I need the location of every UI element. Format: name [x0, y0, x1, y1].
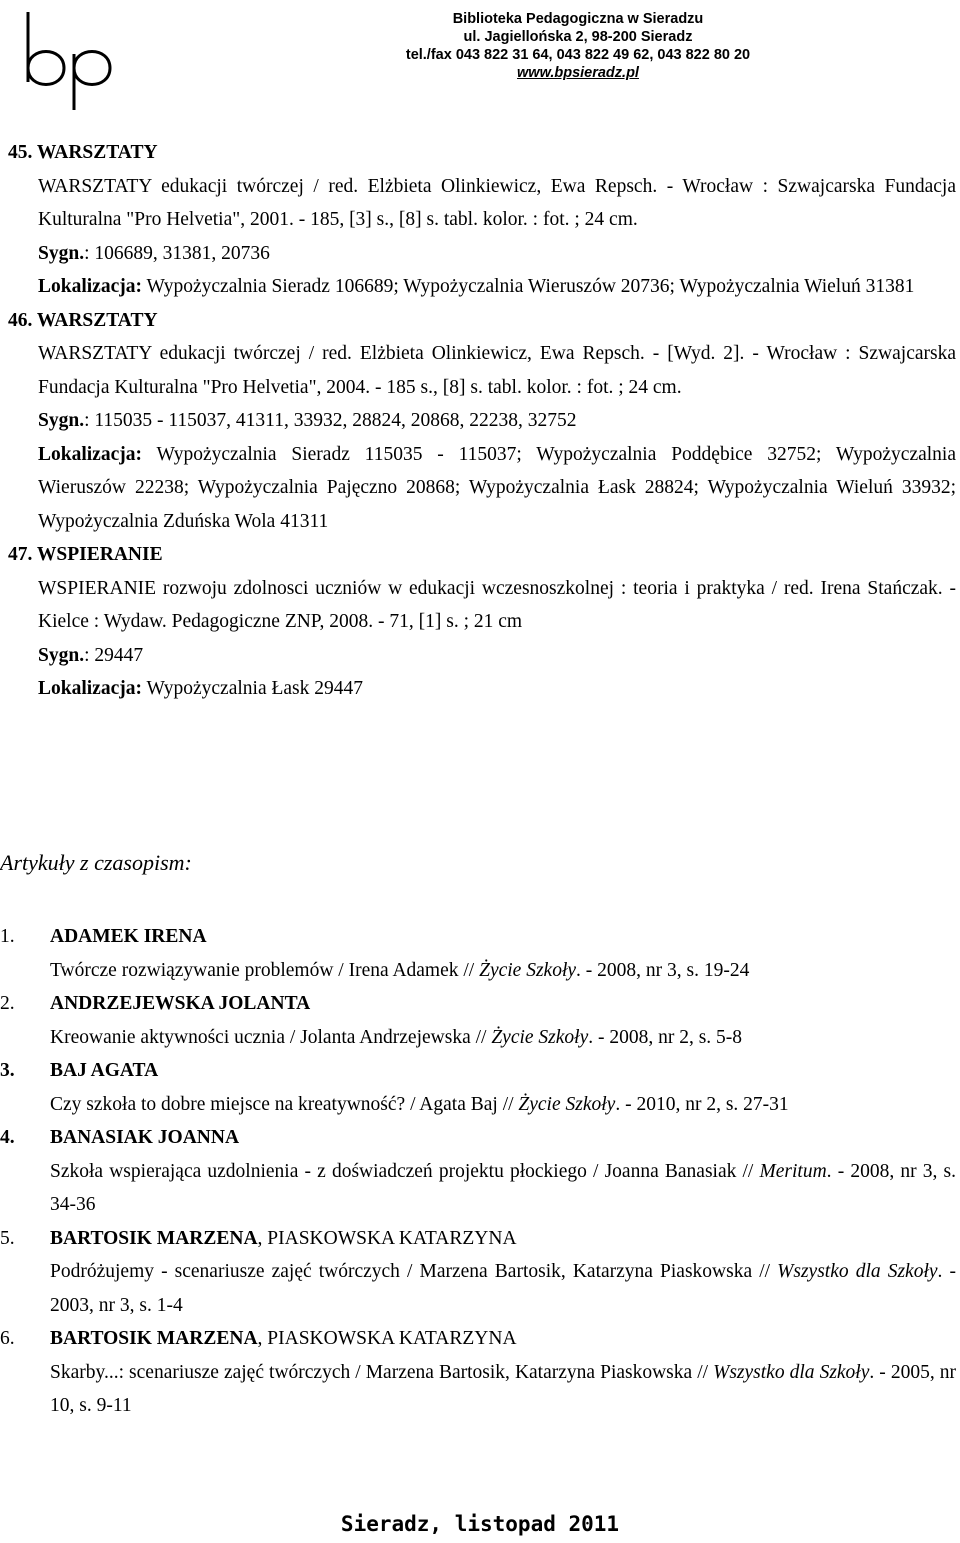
article-item — [0, 1322, 956, 1423]
article-item — [0, 987, 956, 1054]
article-number: 4. — [0, 1127, 15, 1148]
journal-name: Życie Szkoły — [518, 1093, 616, 1115]
location-value: Wypożyczalnia Sieradz 115035 - 115037; Wypożyczalnia Poddębice 32752; Wypożyczalnia Wieruszów 22238; Wypożyczalnia Pajęczno 20868; Wypożyczalnia Łask 28824; Wypożyczalnia Wieluń 33932; Wypożyczalnia Zduńska Wola 41311 — [38, 443, 956, 532]
sygn-value: : 29447 — [84, 644, 144, 666]
journal-name: Meritum — [759, 1160, 827, 1182]
journal-name: Wszystko dla Szkoły — [777, 1261, 938, 1282]
location-value: Wypożyczalnia Łask 29447 — [141, 678, 364, 699]
article-description — [0, 1155, 956, 1222]
article-title: Kreowanie aktywności ucznia / Jolanta Andrzejewska // — [50, 1026, 492, 1048]
journal-name: Życie Szkoły — [479, 959, 577, 981]
location-label: Lokalizacja: — [38, 276, 142, 297]
article-number: 2. — [0, 993, 15, 1014]
article-title: Czy szkoła to dobre miejsce na kreatywność? / Agata Baj // — [50, 1093, 519, 1115]
article-description — [0, 1255, 956, 1322]
article-number: 3. — [0, 1060, 15, 1081]
article-title: Twórcze rozwiązywanie problemów / Irena Adamek // — [50, 959, 480, 981]
author-co: , PIASKOWSKA KATARZYNA — [257, 1328, 517, 1349]
article-author — [0, 1322, 956, 1356]
catalog-entry — [8, 136, 956, 304]
article-author — [0, 1222, 956, 1256]
author-main: BANASIAK JOANNA — [50, 1127, 240, 1148]
author-main: BAJ AGATA — [50, 1060, 159, 1081]
article-author — [0, 1054, 956, 1088]
article-item — [0, 1054, 956, 1121]
journal-name: Wszystko dla Szkoły — [713, 1361, 870, 1383]
sygn-label: Sygn. — [38, 242, 85, 264]
entry-signature — [8, 237, 956, 271]
entry-heading: 47. WSPIERANIE — [8, 544, 163, 565]
catalog-entry — [8, 538, 956, 706]
article-number: 1. — [0, 926, 15, 947]
author-main: ADAMEK IRENA — [50, 926, 207, 947]
article-title: Skarby...: scenariusze zajęć twórczych / Marzena Bartosik, Katarzyna Piaskowska // — [50, 1361, 714, 1383]
article-item — [0, 920, 956, 987]
author-main: BARTOSIK MARZENA — [50, 1227, 258, 1249]
library-header — [196, 10, 960, 82]
author-co: , PIASKOWSKA KATARZYNA — [257, 1227, 517, 1249]
catalog-entries — [8, 136, 956, 706]
article-issue: . - 2008, nr 3, s. 19-24 — [576, 959, 750, 981]
sygn-value: : 115035 - 115037, 41311, 33932, 28824, 20868, 22238, 32752 — [84, 410, 577, 431]
article-issue: . - 2008, nr 2, s. 5-8 — [588, 1026, 743, 1048]
article-list — [0, 920, 956, 1423]
author-main: ANDRZEJEWSKA JOLANTA — [50, 993, 311, 1014]
library-address: ul. Jagiellońska 2, 98-200 Sieradz — [463, 29, 693, 45]
article-description — [0, 1088, 956, 1122]
footer-place-date: Sieradz, listopad 2011 — [340, 1512, 620, 1536]
journal-name: Życie Szkoły — [491, 1026, 589, 1048]
article-title: Szkoła wspierająca uzdolnienia - z doświadczeń projektu płockiego / Joanna Banasiak // — [50, 1160, 760, 1182]
location-value: Wypożyczalnia Sieradz 106689; Wypożyczalnia Wieruszów 20736; Wypożyczalnia Wieluń 31381 — [141, 276, 915, 297]
article-issue: . - 2010, nr 2, s. 27-31 — [615, 1093, 789, 1115]
entry-location — [8, 270, 956, 304]
catalog-entry — [8, 304, 956, 539]
article-description — [0, 1356, 956, 1423]
article-number: 5. — [0, 1227, 15, 1249]
location-label: Lokalizacja: — [38, 443, 142, 465]
entry-location — [8, 438, 956, 539]
entry-description: WARSZTATY edukacji twórczej / red. Elżbieta Olinkiewicz, Ewa Repsch. - Wrocław : Szwajcarska Fundacja Kulturalna "Pro Helvetia", 2001. - 185, [3] s., [8] s. tabl. kolor. : fot. ; 24 cm. — [38, 175, 956, 230]
article-item — [0, 1222, 956, 1323]
article-description — [0, 1021, 956, 1055]
article-author — [0, 920, 956, 954]
article-author — [0, 987, 956, 1021]
article-issue: . - 2005, nr 10, s. 9-11 — [50, 1361, 956, 1416]
author-main: BARTOSIK MARZENA — [50, 1328, 258, 1349]
article-issue: . - 2003, nr 3, s. 1-4 — [50, 1261, 957, 1316]
library-logo — [20, 8, 120, 113]
entry-location — [8, 672, 956, 706]
article-issue: . - 2008, nr 3, s. 34-36 — [50, 1160, 957, 1215]
section-title: Artykuły z czasopism: — [0, 850, 192, 875]
entry-signature — [8, 404, 956, 438]
location-label: Lokalizacja: — [38, 678, 142, 699]
sygn-label: Sygn. — [38, 644, 85, 666]
library-name: Biblioteka Pedagogiczna w Sieradzu — [452, 11, 704, 27]
article-description — [0, 954, 956, 988]
article-item — [0, 1121, 956, 1222]
library-website-link[interactable]: www.bpsieradz.pl — [517, 65, 639, 81]
sygn-label: Sygn. — [38, 410, 85, 431]
library-phone: tel./fax 043 822 31 64, 043 822 49 62, 043 822 80 20 — [405, 47, 751, 63]
article-title: Podróżujemy - scenariusze zajęć twórczych / Marzena Bartosik, Katarzyna Piaskowska // — [50, 1261, 778, 1282]
entry-signature — [8, 639, 956, 673]
entry-heading: 45. WARSZTATY — [8, 142, 158, 163]
entry-description: WARSZTATY edukacji twórczej / red. Elżbieta Olinkiewicz, Ewa Repsch. - [Wyd. 2]. - Wrocław : Szwajcarska Fundacja Kulturalna "Pro Helvetia", 2004. - 185 s., [8] s. tabl. kolor. : fot. ; 24 cm. — [38, 343, 956, 398]
article-number: 6. — [0, 1328, 15, 1349]
entry-description: WSPIERANIE rozwoju zdolnosci uczniów w edukacji wczesnoszkolnej : teoria i praktyka / red. Irena Stańczak. - Kielce : Wydaw. Pedagogiczne ZNP, 2008. - 71, [1] s. ; 21 cm — [38, 577, 956, 632]
sygn-value: : 106689, 31381, 20736 — [84, 242, 270, 264]
article-author — [0, 1121, 956, 1155]
entry-heading: 46. WARSZTATY — [8, 309, 158, 331]
